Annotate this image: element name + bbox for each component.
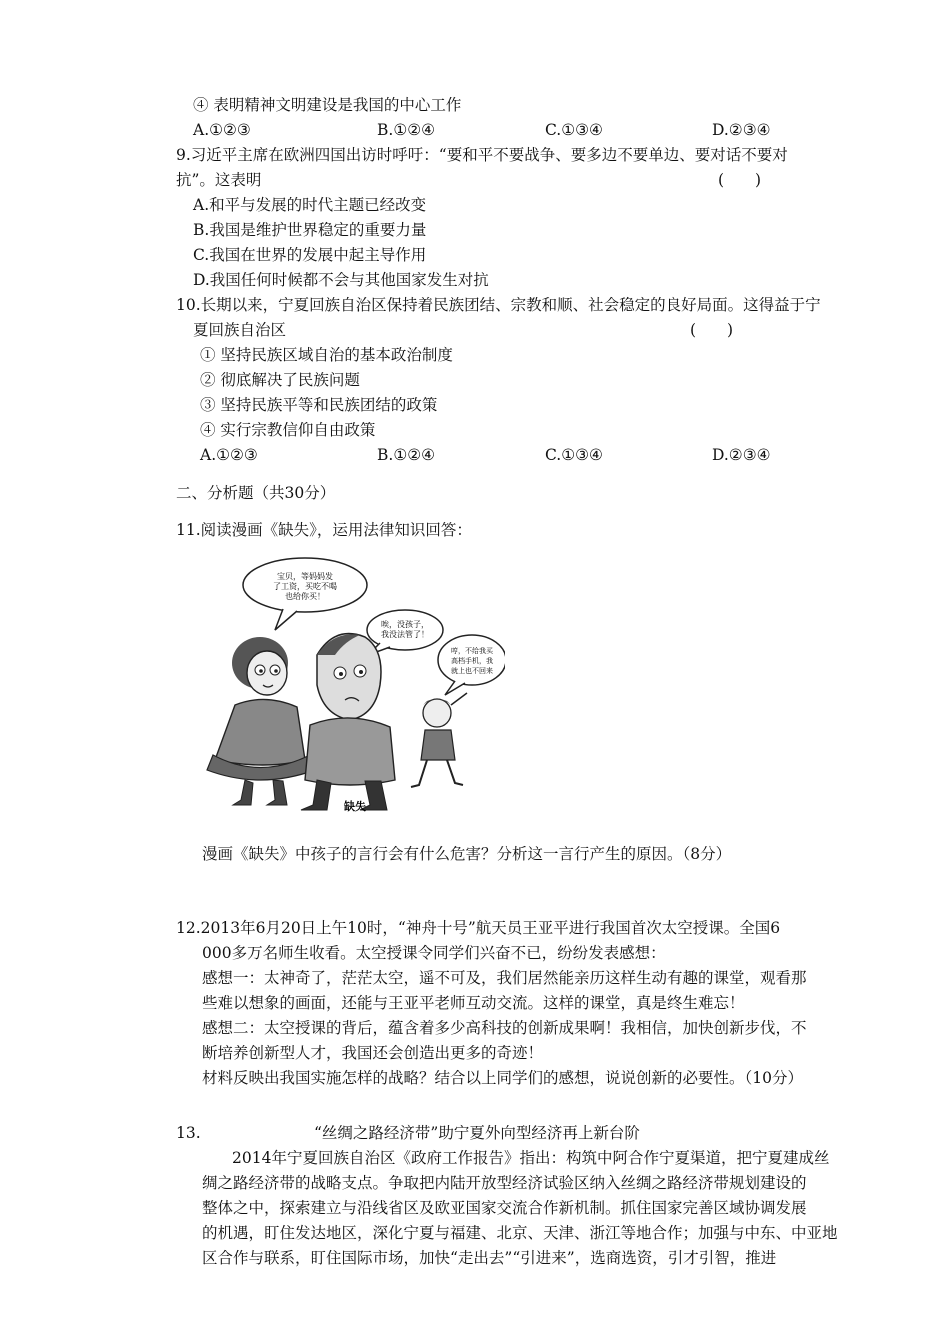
mother-figure	[207, 637, 315, 805]
bubble-father-line1: 唉，没孩子，	[381, 620, 429, 629]
q13-line-4: 的机遇，盯住发达地区，深化宁夏与福建、北京、天津、浙江等地合作；加强与中东、中亚地	[202, 1224, 838, 1242]
bubble-mother-line1: 宝贝，等妈妈发	[277, 572, 333, 581]
q10-option-b: B.①②④	[377, 446, 436, 464]
q12-line-7: 材料反映出我国实施怎样的战略？结合以上同学们的感想，说说创新的必要性。（10分）	[202, 1069, 803, 1087]
q8-option-b: B.①②④	[377, 121, 436, 139]
q10-answer-paren: ( )	[690, 321, 734, 339]
q9-answer-paren: ( )	[718, 171, 762, 189]
q10-option-d: D.②③④	[712, 446, 771, 464]
q9-stem-line2: 抗”。这表明	[176, 171, 262, 189]
q9-option-a: A.和平与发展的时代主题已经改变	[193, 196, 427, 214]
section-2-title: 二、分析题（共30分）	[176, 484, 336, 502]
bubble-child-line2: 高档手机，我	[451, 657, 493, 665]
q13-line-3: 整体之中，探索建立与沿线省区及欧亚国家交流合作新机制。抓住国家完善区域协调发展	[202, 1199, 807, 1217]
q12-line-1: 12.2013年6月20日上午10时，“神舟十号”航天员王亚平进行我国首次太空授课。全国6	[176, 919, 781, 937]
q10-item-1: ① 坚持民族区域自治的基本政治制度	[200, 346, 453, 364]
q10-stem-line1: 10.长期以来，宁夏回族自治区保持着民族团结、宗教和顺、社会稳定的良好局面。这得益于宁	[176, 296, 821, 314]
bubble-child-line1: 哼，不给我买	[451, 647, 493, 655]
q9-option-d: D.我国任何时候都不会与其他国家发生对抗	[193, 271, 489, 289]
q12-line-6: 断培养创新型人才，我国还会创造出更多的奇迹！	[202, 1044, 544, 1062]
cartoon-image	[205, 555, 505, 820]
bubble-child-line3: 就上也不回来	[451, 667, 493, 675]
q11-stem: 11.阅读漫画《缺失》，运用法律知识回答：	[176, 521, 472, 539]
cartoon-caption: 缺失	[344, 800, 366, 813]
q13-line-2: 绸之路经济带的战略支点。争取把内陆开放型经济试验区纳入丝绸之路经济带规划建设的	[202, 1174, 807, 1192]
q12-line-5: 感想二：太空授课的背后，蕴含着多少高科技的创新成果啊！我相信，加快创新步伐，不	[202, 1019, 807, 1037]
q8-item-4: ④ 表明精神文明建设是我国的中心工作	[193, 96, 462, 114]
q9-option-b: B.我国是维护世界稳定的重要力量	[193, 221, 427, 239]
q13-number: 13.	[176, 1124, 201, 1142]
q8-option-c: C.①③④	[545, 121, 603, 139]
q8-option-d: D.②③④	[712, 121, 771, 139]
q10-stem-line2: 夏回族自治区	[193, 321, 287, 339]
q9-stem-line1: 9.习近平主席在欧洲四国出访时呼吁：“要和平不要战争、要多边不要单边、要对话不要对	[176, 146, 788, 164]
q13-line-1: 2014年宁夏回族自治区《政府工作报告》指出：构筑中阿合作宁夏渠道，把宁夏建成丝	[232, 1149, 830, 1167]
q13-title: “丝绸之路经济带”助宁夏外向型经济再上新台阶	[314, 1124, 640, 1142]
q12-line-3: 感想一：太神奇了，茫茫太空，遥不可及，我们居然能亲历这样生动有趣的课堂，观看那	[202, 969, 807, 987]
father-figure	[301, 634, 395, 810]
q10-item-2: ② 彻底解决了民族问题	[200, 371, 360, 389]
q10-item-3: ③ 坚持民族平等和民族团结的政策	[200, 396, 438, 414]
q8-option-a: A.①②③	[193, 121, 251, 139]
bubble-mother-line3: 也给你买！	[285, 592, 325, 601]
q10-item-4: ④ 实行宗教信仰自由政策	[200, 421, 376, 439]
bubble-father-line2: 我没法管了！	[381, 630, 429, 639]
bubble-mother-line2: 了工资，买吃不喝	[273, 582, 337, 591]
q10-option-a: A.①②③	[200, 446, 258, 464]
q11-question: 漫画《缺失》中孩子的言行会有什么危害？分析这一言行产生的原因。（8分）	[202, 845, 732, 863]
q13-line-5: 区合作与联系，盯住国际市场，加快“走出去”“引进来”，选商选资，引才引智，推进	[202, 1249, 777, 1267]
child-figure	[411, 693, 467, 787]
q12-line-2: 000多万名师生收看。太空授课令同学们兴奋不已，纷纷发表感想：	[202, 944, 666, 962]
q12-line-4: 些难以想象的画面，还能与王亚平老师互动交流。这样的课堂，真是终生难忘！	[202, 994, 745, 1012]
q10-option-c: C.①③④	[545, 446, 603, 464]
q9-option-c: C.我国在世界的发展中起主导作用	[193, 246, 427, 264]
